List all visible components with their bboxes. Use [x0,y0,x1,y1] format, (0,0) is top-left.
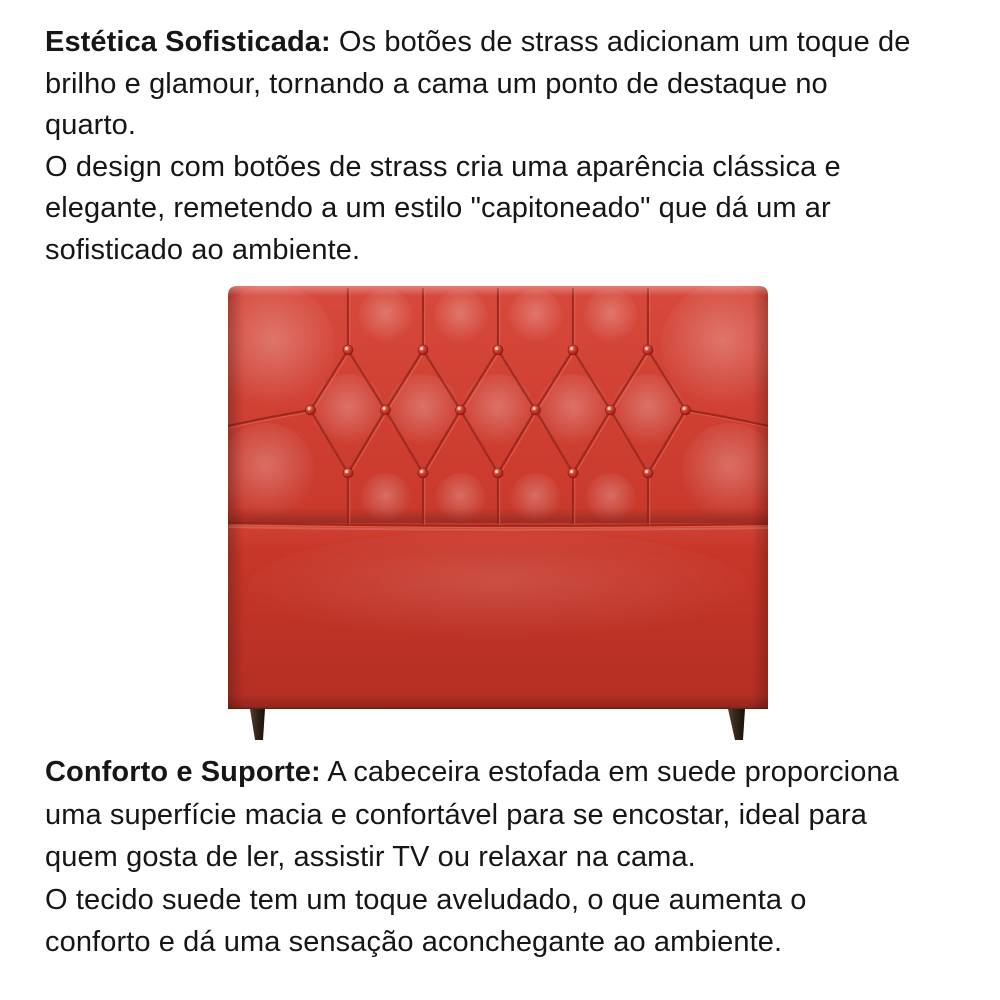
top-paragraph-line-3: quarto. [45,109,136,141]
bottom-paragraph-line-5: conforto e dá uma sensação aconchegante ao ambiente. [45,926,783,958]
bottom-paragraph-line-4: O tecido suede tem um toque aveludado, o que aumenta o [45,883,807,916]
headboard-right-leg [728,709,745,740]
bottom-paragraph-line-1 [45,751,980,794]
headboard-product-photo [228,286,768,746]
top-paragraph-line-4: O design com botões de strass cria uma aparência clássica e [45,150,841,183]
bottom-paragraph [45,751,980,964]
headboard-left-leg [250,709,265,740]
top-paragraph-line-6: sofisticado ao ambiente. [45,233,361,266]
bottom-paragraph-line-1-rest: A cabeceira estofada em suede proporciona [320,756,899,788]
red-tufted-headboard-image [228,286,768,746]
top-paragraph [45,22,980,271]
bottom-paragraph-line-3: quem gosta de ler, assistir TV ou relaxar na cama. [45,841,696,873]
top-paragraph-line-5: elegante, remetendo a um estilo "capitoneado" que dá um ar [45,192,831,224]
top-paragraph-line-2: brilho e glamour, tornando a cama um ponto de destaque no [45,67,828,100]
bottom-paragraph-lead: Conforto e Suporte: [45,756,321,788]
top-paragraph-line-1 [45,22,980,64]
top-paragraph-lead: Estética Sofisticada: [45,26,331,58]
top-paragraph-line-1-rest: Os botões de strass adicionam um toque de [330,26,911,58]
bottom-paragraph-line-2: uma superfície macia e confortável para se encostar, ideal para [45,798,867,831]
